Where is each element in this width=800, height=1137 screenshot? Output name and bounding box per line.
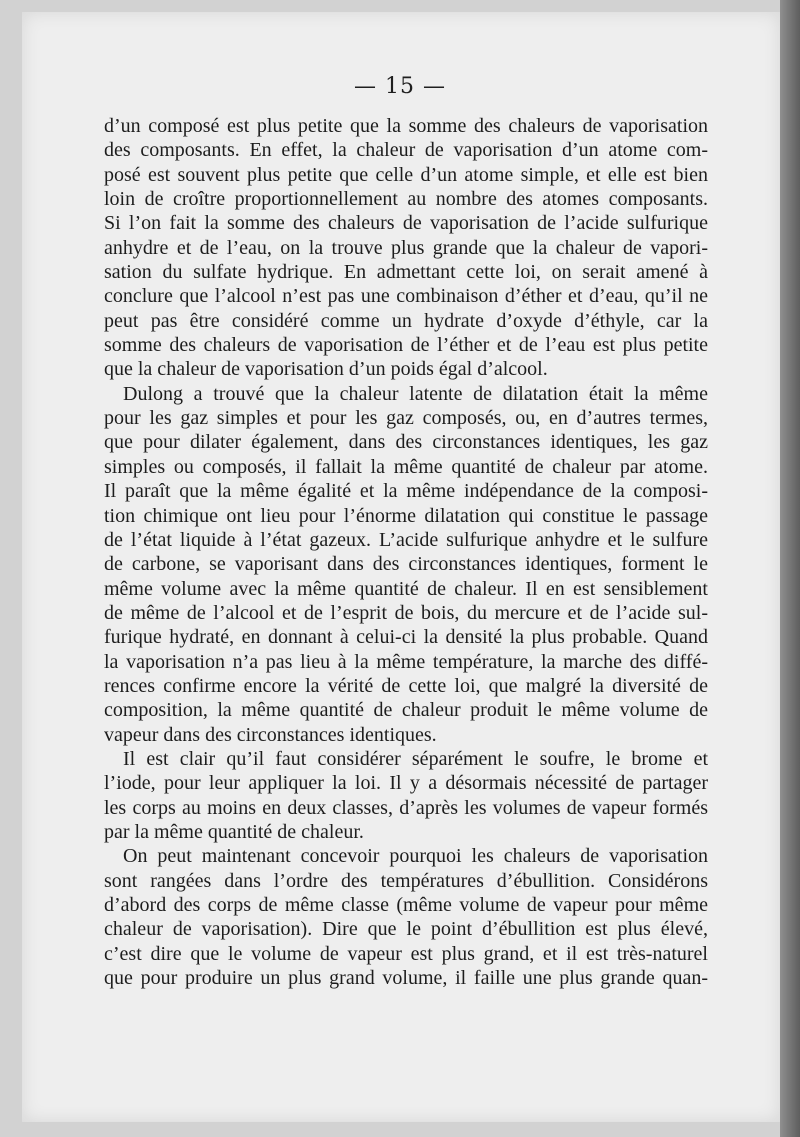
text-line: par la même quantité de chaleur. bbox=[104, 820, 364, 843]
text-line: loin de croître proportionnellement au nombre des atomes composants. bbox=[104, 188, 708, 211]
text-line: de même de l’alcool et de l’esprit de bois, du mercure et de l’acide sul- bbox=[104, 601, 708, 624]
text-line: composition, la même quantité de chaleur produit le même volume de bbox=[104, 699, 708, 722]
text-line: furique hydraté, en donnant à celui-ci la densité la plus probable. Quand bbox=[104, 626, 708, 649]
text-line: sont rangées dans l’ordre des températures d’ébullition. Considérons bbox=[104, 869, 708, 892]
text-line: Dulong a trouvé que la chaleur latente de dilatation était la même bbox=[123, 382, 708, 405]
text-line: On peut maintenant concevoir pourquoi les chaleurs de vaporisation bbox=[123, 845, 708, 868]
text-line: des composants. En effet, la chaleur de vaporisation d’un atome com- bbox=[104, 139, 708, 162]
text-line: d’abord des corps de même classe (même volume de vapeur pour même bbox=[104, 894, 708, 916]
text-line: que la chaleur de vaporisation d’un poids égal d’alcool. bbox=[104, 358, 548, 381]
text-line: pour les gaz simples et pour les gaz composés, ou, en d’autres termes, bbox=[104, 407, 708, 430]
page-edge-shadow bbox=[780, 0, 800, 1137]
text-line: Il paraît que la même égalité et la même indépendance de la composi- bbox=[104, 480, 708, 503]
text-line: conclure que l’alcool n’est pas une combinaison d’éther et d’eau, qu’il ne bbox=[104, 285, 708, 308]
text-line: chaleur de vaporisation). Dire que le point d’ébullition est plus élevé, bbox=[104, 918, 708, 941]
text-line: vapeur dans des circonstances identiques. bbox=[104, 723, 437, 746]
page-number: — 15 — bbox=[354, 74, 446, 99]
text-line: même volume avec la même quantité de chaleur. Il en est sensiblement bbox=[104, 577, 708, 600]
text-line: peut pas être considéré comme un hydrate d’oxyde d’éthyle, car la bbox=[104, 309, 708, 332]
text-line: de carbone, se vaporisant dans des circonstances identiques, forment le bbox=[104, 553, 708, 576]
text-line: les corps au moins en deux classes, d’après les volumes de vapeur formés bbox=[104, 796, 708, 819]
text-line: la vaporisation n’a pas lieu à la même température, la marche des diffé- bbox=[104, 650, 708, 673]
text-line: que pour dilater également, dans des circonstances identiques, les gaz bbox=[104, 431, 708, 454]
body-text bbox=[104, 114, 708, 990]
text-line: posé est souvent plus petite que celle d’un atome simple, et elle est bien bbox=[104, 163, 708, 186]
text-line: c’est dire que le volume de vapeur est plus grand, et il est très-naturel bbox=[104, 942, 708, 965]
text-line: anhydre et de l’eau, on la trouve plus grande que la chaleur de vapori- bbox=[104, 236, 708, 259]
text-line: que pour produire un plus grand volume, il faille une plus grande quan- bbox=[104, 967, 708, 990]
text-line: somme des chaleurs de vaporisation de l’éther et de l’eau est plus petite bbox=[104, 334, 708, 357]
text-line: Il est clair qu’il faut considérer séparément le soufre, le brome et bbox=[123, 747, 708, 770]
text-line: d’un composé est plus petite que la somme des chaleurs de vaporisation bbox=[104, 115, 708, 137]
text-line: simples ou composés, il fallait la même quantité de chaleur par atome. bbox=[104, 455, 708, 478]
text-line: tion chimique ont lieu pour l’énorme dilatation qui constitue le passage bbox=[104, 504, 708, 527]
text-line: l’iode, pour leur appliquer la loi. Il y a désormais nécessité de partager bbox=[104, 772, 708, 795]
text-line: de l’état liquide à l’état gazeux. L’acide sulfurique anhydre et le sulfure bbox=[104, 528, 708, 551]
text-line: Si l’on fait la somme des chaleurs de vaporisation de l’acide sulfurique bbox=[104, 212, 708, 235]
text-line: rences confirme encore la vérité de cette loi, que malgré la diversité de bbox=[104, 674, 708, 697]
text-line: sation du sulfate hydrique. En admettant cette loi, on serait amené à bbox=[104, 261, 708, 284]
